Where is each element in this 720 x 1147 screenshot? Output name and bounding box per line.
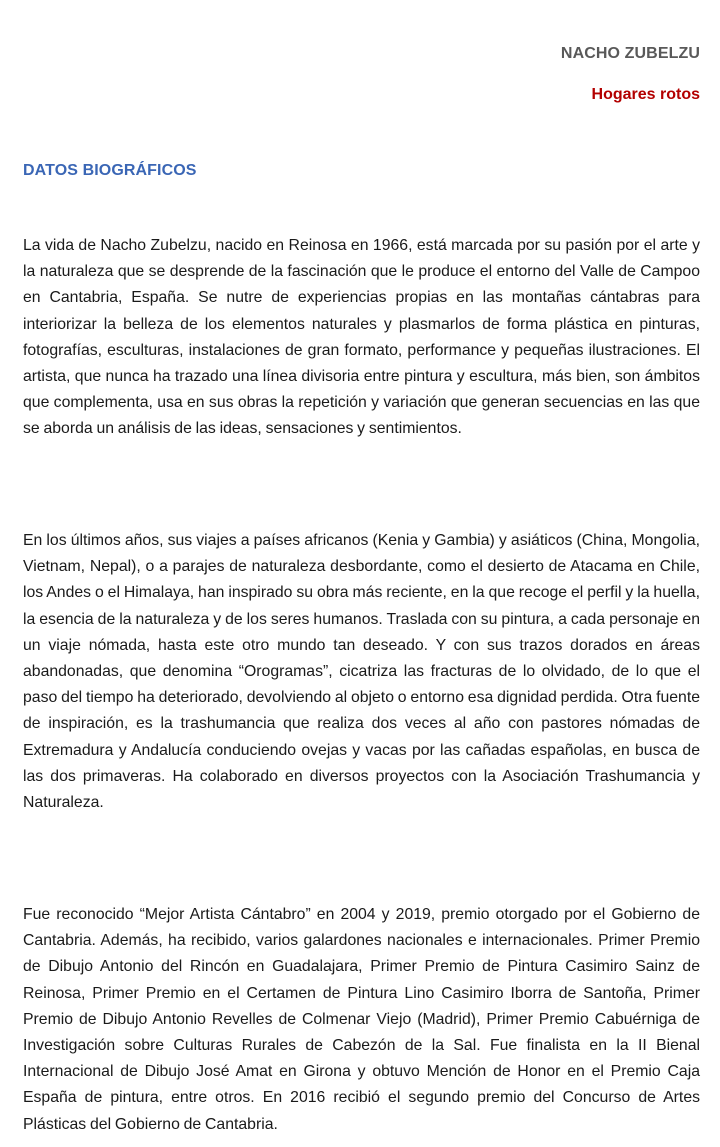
section-heading: DATOS BIOGRÁFICOS — [23, 162, 197, 179]
biography-paragraph-1: La vida de Nacho Zubelzu, nacido en Reinosa en 1966, está marcada por su pasión por el arte y la naturaleza que se desprende de la fascinación que le produce el entorno del Valle de Campoo en Cantabria, España. Se nutre de experiencias propias en las montañas cántabras para interiorizar la belleza de los elementos naturales y plasmarlos de forma plástica en pinturas, fotografías, esculturas, instalaciones de gran formato, performance y pequeñas ilustraciones. El artista, que nunca ha trazado una línea divisoria entre pintura y escultura, más bien, son ámbitos que complementa, usa en sus obras la repetición y variación que generan secuencias en las que se aborda un análisis de las ideas, sensaciones y sentimientos. — [23, 237, 700, 438]
biography-paragraph-2: En los últimos años, sus viajes a países africanos (Kenia y Gambia) y asiáticos (China, Mongolia, Vietnam, Nepal), o a parajes de naturaleza desbordante, como el desierto de Atacama en Chile, los Andes o el Himalaya, han inspirado su obra más reciente, en la que recoge el perfil y la huella, la esencia de la naturaleza y de los seres humanos. Traslada con su pintura, a cada personaje en un viaje nómada, hasta este otro mundo tan deseado. Y con sus trazos dorados en áreas abandonadas, que denomina “Orogramas”, cicatriza las fracturas de lo olvidado, de lo que el paso del tiempo ha deteriorado, devolviendo al objeto o entorno esa dignidad perdida. Otra fuente de inspiración, es la trashumancia que realiza dos veces al año con pastores nómadas de Extremadura y Andalucía conduciendo ovejas y vacas por las cañadas españolas, en busca de las dos primaveras. Ha colaborado en diversos proyectos con la Asociación Trashumancia y Naturaleza. — [23, 532, 700, 812]
biography-paragraph-3: Fue reconocido “Mejor Artista Cántabro” en 2004 y 2019, premio otorgado por el Gobierno de Cantabria. Además, ha recibido, varios galardones nacionales e internacionales. Primer Premio de Dibujo Antonio del Rincón en Guadalajara, Primer Premio de Pintura Casimiro Sainz de Reinosa, Primer Premio en el Certamen de Pintura Lino Casimiro Iborra de Santoña, Primer Premio de Dibujo Antonio Revelles de Colmenar Viejo (Madrid), Primer Premio Cabuérniga de Investigación sobre Culturas Rurales de Cabezón de la Sal. Fue finalista en la II Bienal Internacional de Dibujo José Amat en Girona y obtuvo Mención de Honor en el Premio Caja España de pintura, entre otros. En 2016 recibió el segundo premio del Concurso de Artes Plásticas del Gobierno de Cantabria. — [23, 906, 700, 1133]
work-title: Hogares rotos — [591, 86, 700, 103]
author-name: NACHO ZUBELZU — [560, 45, 700, 62]
